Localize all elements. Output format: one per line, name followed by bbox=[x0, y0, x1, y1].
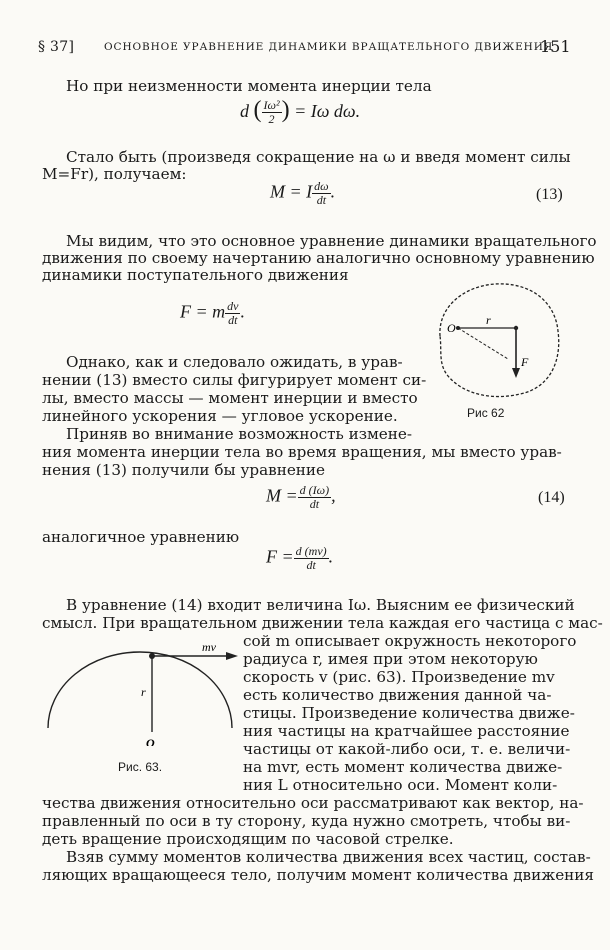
fraction-denominator: dt bbox=[306, 558, 316, 572]
paragraph-line: ния L относительно оси. Момент коли- bbox=[243, 776, 558, 794]
fraction bbox=[298, 484, 331, 511]
eq-lhs: M = I bbox=[270, 181, 313, 202]
figure-62-caption: Рис 62 bbox=[467, 406, 505, 420]
particle-point bbox=[514, 326, 518, 330]
equation-newton bbox=[180, 300, 245, 327]
eq-lhs: F = bbox=[266, 546, 294, 567]
figure-63-caption: Рис. 63. bbox=[118, 760, 163, 774]
paragraph-line: Однако, как и следовало ожидать, в урав- bbox=[66, 353, 403, 371]
paragraph-line: скорость v (рис. 63). Произведение mv bbox=[243, 668, 555, 686]
label-r: r bbox=[141, 685, 146, 699]
fraction-numerator: Iω² bbox=[263, 98, 280, 113]
eq-lhs: d bbox=[240, 101, 249, 121]
force-arrowhead bbox=[512, 368, 520, 378]
page-number: 151 bbox=[540, 37, 571, 56]
paragraph-line: Стало быть (произведя сокращение на ω и введя момент силы bbox=[66, 148, 571, 166]
paragraph-line: смысл. При вращательном движении тела каждая его частица с мас- bbox=[42, 614, 603, 632]
eq-tail: . bbox=[328, 546, 334, 567]
paragraph-line: нении (13) вместо силы фигурирует момент си- bbox=[42, 371, 427, 389]
paragraph-line: нения (13) получили бы уравнение bbox=[42, 461, 326, 479]
fraction bbox=[262, 99, 282, 126]
paragraph-line: M=Fr), получаем: bbox=[42, 165, 187, 183]
velocity-arrowhead bbox=[226, 652, 238, 660]
paragraph-line: радиуса r, имея при этом некоторую bbox=[243, 650, 538, 668]
equation-number: (13) bbox=[536, 186, 563, 203]
fraction-denominator: dt bbox=[228, 313, 238, 327]
fraction bbox=[294, 545, 329, 572]
paragraph-line: Мы видим, что это основное уравнение динамики вращательного bbox=[66, 232, 597, 250]
paren-right: ) bbox=[281, 97, 290, 123]
fraction-denominator: dt bbox=[309, 497, 320, 511]
paragraph-line: ния момента инерции тела во время вращения, мы вместо урав- bbox=[42, 443, 562, 461]
paragraph-line: динамики поступательного движения bbox=[42, 266, 349, 284]
fraction-numerator: d (mv) bbox=[295, 544, 327, 558]
paragraph-line: В уравнение (14) входит величина Iω. Выясним ее физический bbox=[66, 596, 575, 614]
fraction-numerator: dv bbox=[227, 299, 239, 313]
axis-point bbox=[456, 326, 460, 330]
label-o: O bbox=[146, 736, 155, 746]
paragraph-line: на mvr, есть момент количества движе- bbox=[243, 758, 563, 776]
label-mv: mv bbox=[202, 640, 216, 654]
equation-13 bbox=[270, 180, 335, 207]
section-number: § 37] bbox=[38, 39, 75, 55]
fraction bbox=[312, 180, 330, 207]
figure-62 bbox=[420, 276, 570, 416]
eq-tail: . bbox=[330, 181, 336, 202]
equation-momentum bbox=[266, 545, 333, 572]
paren-left: ( bbox=[253, 97, 262, 123]
paragraph-line: аналогичное уравнению bbox=[42, 528, 240, 546]
eq-rhs: = Iω dω. bbox=[294, 101, 361, 121]
eq-tail: . bbox=[240, 301, 245, 322]
paragraph-line: линейного ускорения — угловое ускорение. bbox=[42, 407, 398, 425]
fraction-numerator: d (Iω) bbox=[299, 483, 330, 497]
paragraph-line: частицы от какой-либо оси, т. е. величи- bbox=[243, 740, 571, 758]
paragraph-line: ляющих вращающееся тело, получим момент количества движения bbox=[42, 866, 595, 884]
eq-lhs: M = bbox=[266, 485, 298, 506]
equation-number: (14) bbox=[538, 489, 565, 506]
equation-14 bbox=[266, 484, 336, 511]
paragraph-line: Приняв во внимание возможность измене- bbox=[66, 425, 413, 443]
paragraph-line: сой m описывает окружность некоторого bbox=[243, 632, 577, 650]
fraction-denominator: 2 bbox=[268, 112, 275, 127]
paragraph-line: движения по своему начертанию аналогично основному уравнению bbox=[42, 249, 595, 267]
equation-kinetic bbox=[240, 97, 360, 126]
paragraph-line: правленный по оси в ту сторону, куда нужно смотреть, чтобы ви- bbox=[42, 812, 571, 830]
fraction bbox=[225, 300, 240, 327]
label-f: F bbox=[521, 355, 529, 369]
paragraph-line: чества движения относительно оси рассматривают как вектор, на- bbox=[42, 794, 584, 812]
paragraph-line: лы, вместо массы — момент инерции и вместо bbox=[42, 389, 418, 407]
running-title: ОСНОВНОЕ УРАВНЕНИЕ ДИНАМИКИ ВРАЩАТЕЛЬНОГО ДВИЖЕНИЯ bbox=[104, 41, 554, 53]
eq-lhs: F = m bbox=[180, 301, 226, 322]
fraction-denominator: dt bbox=[316, 193, 327, 207]
particle-point bbox=[149, 653, 155, 659]
body-outline bbox=[440, 284, 559, 397]
label-o: O bbox=[447, 321, 456, 335]
eq-tail: , bbox=[331, 485, 336, 506]
paragraph-line: есть количество движения данной ча- bbox=[243, 686, 552, 704]
paragraph-line: стицы. Произведение количества движе- bbox=[243, 704, 575, 722]
figure-63 bbox=[40, 636, 244, 746]
paragraph-line: ния частицы на кратчайшее расстояние bbox=[243, 722, 570, 740]
paragraph-line: Но при неизменности момента инерции тела bbox=[66, 77, 432, 95]
label-r: r bbox=[486, 313, 491, 327]
fraction-numerator: dω bbox=[314, 179, 329, 193]
circle-arc bbox=[48, 652, 232, 728]
paragraph-line: Взяв сумму моментов количества движения всех частиц, состав- bbox=[66, 848, 591, 866]
paragraph-line: деть вращение происходящим по часовой стрелке. bbox=[42, 830, 454, 848]
dashed-line bbox=[458, 328, 508, 359]
